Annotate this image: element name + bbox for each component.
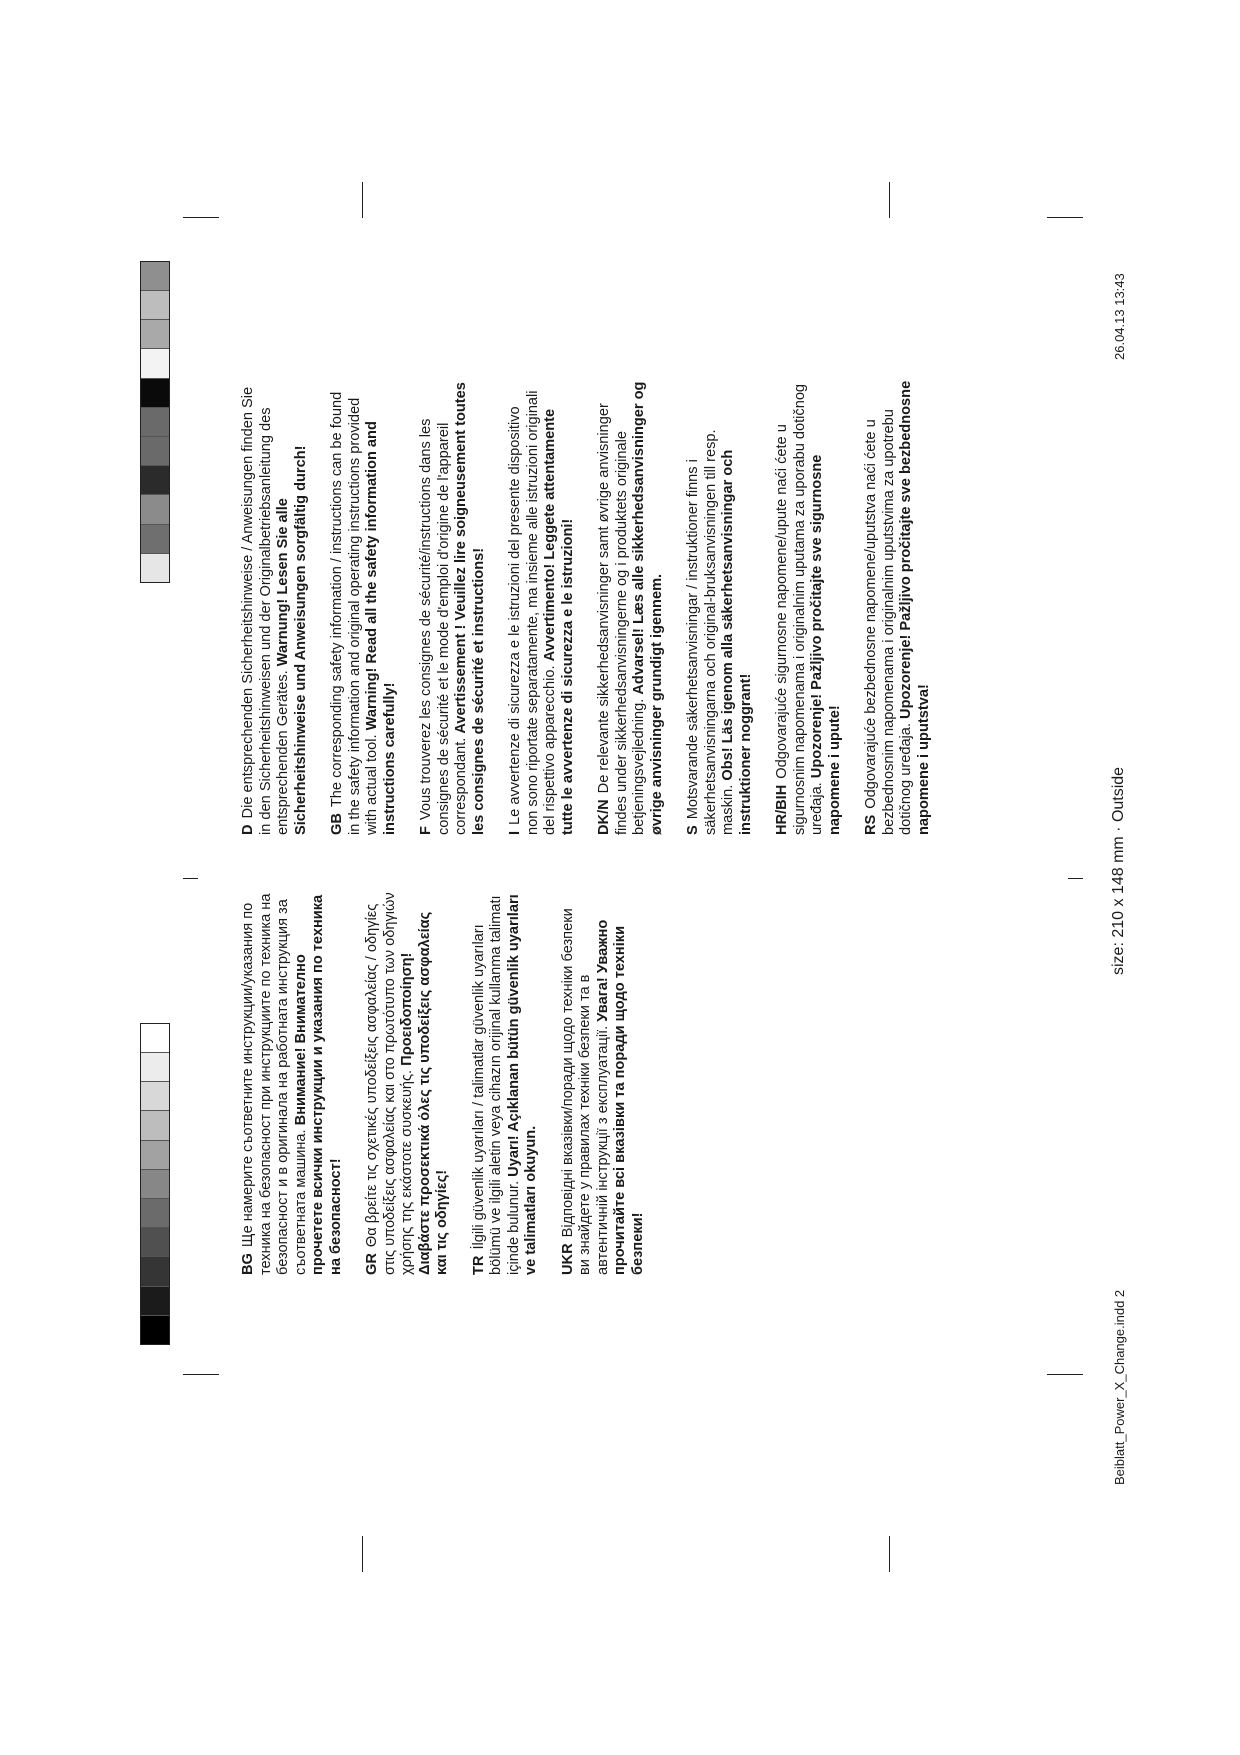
language-code: I	[507, 830, 523, 835]
color-patch	[141, 291, 169, 320]
crop-mark	[889, 1536, 890, 1572]
slug-filename: Beiblatt_Power_X_Change.indd 2	[1112, 1289, 1127, 1485]
paragraph-ukr	[560, 892, 648, 1275]
language-code: UKR	[559, 1243, 576, 1275]
paragraph-i	[507, 380, 577, 835]
fold-mark	[183, 878, 198, 879]
color-patch	[141, 466, 169, 495]
language-code: D	[240, 824, 256, 835]
warning-text: Avvertimento! Leggete attentamente tutte le avvertenze di sicurezza e le istruzioni!	[542, 408, 576, 835]
color-control-strip-right	[140, 261, 170, 583]
paragraph-f	[418, 380, 488, 835]
color-patch	[141, 1287, 169, 1316]
warning-text: Uyarı! Açıklanan bütün güvenlik uyarıları ve talimatları okuyun.	[505, 894, 539, 1275]
crop-mark	[1047, 217, 1083, 218]
warning-text: Upozorenje! Pažljivo pročitajte sve bezbednosne napomene i uputstva!	[898, 380, 932, 835]
right-text-column	[240, 380, 952, 835]
color-patch	[141, 437, 169, 466]
color-patch	[141, 262, 169, 291]
crop-mark	[183, 217, 219, 218]
instruction-text: Відповідні вказівки/поради щодо техніки безпеки ви знайдете у правилах техніки безпеки та в автентичній інструкції з експлуатації.	[559, 908, 611, 1275]
color-patch	[141, 1199, 169, 1228]
color-patch	[141, 1053, 169, 1082]
paragraph-tr	[471, 892, 541, 1275]
instruction-text: Die entsprechenden Sicherheitshinweise / Anweisungen finden Sie in den Sicherheitshinweisen und der Originalbetriebsanleitung des entsprechenden Gerätes.	[240, 386, 291, 835]
language-code: F	[418, 826, 434, 835]
color-patch	[141, 1112, 169, 1141]
language-code: RS	[863, 814, 879, 835]
color-patch	[141, 1170, 169, 1199]
crop-mark	[183, 1374, 219, 1375]
language-code: GR	[364, 1253, 380, 1275]
paragraph-bg	[240, 892, 345, 1275]
paragraph-s	[685, 380, 755, 835]
warning-text: Obs! Läs igenom alla säkerhetsanvisningar och instruktioner noggrant!	[720, 449, 754, 835]
slug-date: 26.04.13 13:43	[1112, 273, 1127, 360]
color-patch	[141, 1024, 169, 1053]
paragraph-dk-n	[596, 380, 666, 835]
paragraph-hr-bih	[774, 380, 844, 835]
color-patch	[141, 1316, 169, 1344]
language-code: BG	[240, 1253, 256, 1275]
paragraph-d	[240, 380, 310, 835]
instruction-text: De relevante sikkerhedsanvisninger samt øvrige anvisninger findes under sikkerhedsanvisningerne og i produktets originale betjeningsvejledning.	[596, 403, 647, 835]
warning-text: Warnung! Lesen Sie alle Sicherheitshinweise und Anweisungen sorgfältig durch!	[275, 445, 309, 835]
color-patch	[141, 1082, 169, 1111]
crop-mark	[1047, 1374, 1083, 1375]
instruction-text: Motsvarande säkerhetsanvisningar / instruktioner finns i säkerhetsanvisningarna och original-bruksanvisningen till resp. maskin.	[685, 429, 736, 835]
color-control-strip-left	[140, 1023, 170, 1345]
warning-text: Προειδοποίηση! Διαβάστε προσεκτικά όλες τις υποδείξεις ασφαλείας και τις οδηγίες!	[399, 911, 450, 1275]
paragraph-gb	[329, 380, 399, 835]
crop-mark	[362, 1536, 363, 1572]
instruction-text: Odgovarajuće sigurnosne napomene/upute naći ćete u sigurnosnim napomenama i originalnim uputama za uporabu dotičnog uređaja.	[774, 383, 825, 835]
language-code: HR/BIH	[774, 784, 790, 835]
slug-size: size: 210 x 148 mm · Outside	[1110, 766, 1127, 975]
instruction-text: Vous trouverez les consignes de sécurité/instructions dans les consignes de sécurité et le mode d'emploi d'origine de l'appareil correspondant.	[418, 418, 469, 835]
warning-text: Warning! Read all the safety information and instructions carefully!	[364, 421, 398, 835]
paragraph-rs	[863, 380, 933, 835]
color-patch	[141, 408, 169, 437]
fold-mark	[1068, 878, 1083, 879]
color-patch	[141, 1228, 169, 1257]
color-patch	[141, 554, 169, 582]
language-code: GB	[329, 813, 345, 835]
warning-text: Внимание! Внимателно прочетете всички инструкции и указания по техника на безопасност!	[292, 894, 344, 1275]
color-patch	[141, 525, 169, 554]
crop-mark	[362, 182, 363, 218]
warning-text: Advarsel! Læs alle sikkerhedsanvisninger og øvrige anvisninger grundigt igennem.	[631, 381, 665, 835]
color-patch	[141, 495, 169, 524]
color-patch	[141, 1141, 169, 1170]
instruction-text: Le avvertenze di sicurezza e le istruzioni del presente dispositivo non sono riportate separatamente, ma insieme alle istruzioni originali del rispettivo apparecchio.	[507, 390, 558, 835]
color-patch	[141, 379, 169, 408]
instruction-text: Ще намерите съответните инструкции/указания по техника на безопасност при инструкциите по техника на безопасност и в оригинала на работната инструкция за съответната машина.	[240, 893, 309, 1275]
paragraph-gr	[364, 892, 452, 1275]
crop-mark	[889, 182, 890, 218]
color-patch	[141, 1257, 169, 1286]
warning-text: Avertissement ! Veuillez lire soigneusement toutes les consignes de sécurité et instructions!	[453, 382, 487, 835]
instruction-text: The corresponding safety information / instructions can be found in the safety information and original operating instructions provided with actual tool.	[329, 391, 380, 835]
instruction-text: İlgili güvenlik uyarıları / talimatlar güvenlik uyarıları bölümü ve ilgili aletin veya cihazın orijinal kullanma talimatı içinde bulunur.	[470, 895, 522, 1275]
instruction-text: Θα βρείτε τις σχετικές υποδείξεις ασφαλείας / οδηγίες στις υποδείξεις ασφαλείας και στο πρωτότυπο των οδηγιών χρήσης της εκάστοτε συσκευής.	[364, 892, 415, 1275]
warning-text: Увага! Уважно прочитайте всі вказівки та поради щодо техніки безпеки!	[594, 919, 646, 1275]
color-patch	[141, 350, 169, 379]
warning-text: Upozorenje! Pažljivo pročitajte sve sigurnosne napomene i upute!	[809, 454, 843, 835]
language-code: TR	[470, 1255, 487, 1275]
left-text-column	[240, 892, 666, 1275]
instruction-text: Odgovarajuće bezbednosne napomene/uputstva naći ćete u bezbednosnim napomenama i originalnim uputstvima za upotrebu dotičnog uređaja.	[863, 409, 914, 835]
language-code: S	[685, 825, 701, 835]
color-patch	[141, 320, 169, 349]
language-code: DK/N	[596, 799, 612, 835]
